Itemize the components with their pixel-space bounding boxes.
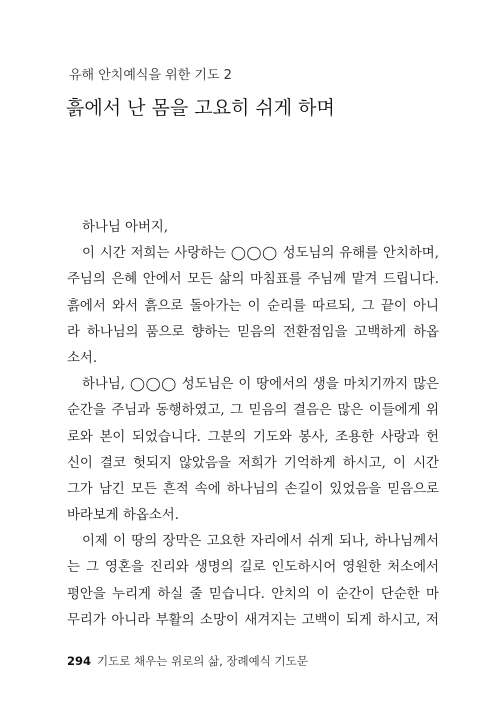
body-line: 하나님, ◯◯◯ 성도님은 이 땅에서의 생을 마치기까지 많은 — [82, 377, 439, 393]
body-line: 는 그 영혼을 진리와 생명의 길로 인도하시어 영원한 처소에서 — [67, 560, 439, 576]
body-line: 라 하나님의 품으로 향하는 믿음의 전환점임을 고백하게 하옵 — [67, 324, 439, 340]
body-line: 주님의 은혜 안에서 모든 삶의 마침표를 주님께 맡겨 드립니다. — [67, 272, 439, 288]
book-title: 기도로 채우는 위로의 삶, 장례예식 기도문 — [97, 654, 308, 668]
body-line: 소서. — [67, 350, 98, 366]
section-subtitle: 유해 안치예식을 위한 기도 2 — [69, 68, 232, 83]
body-line: 바라보게 하옵소서. — [67, 508, 179, 524]
body-line: 무리가 아니라 부활의 소망이 새겨지는 고백이 되게 하시고, 저 — [67, 612, 439, 628]
body-line: 흙에서 와서 흙으로 돌아가는 이 순리를 따르되, 그 끝이 아니 — [67, 298, 439, 314]
body-line: 순간을 주님과 동행하였고, 그 믿음의 결음은 많은 이들에게 위 — [67, 403, 439, 419]
page-title: 흙에서 난 몸을 고요히 쉬게 하며 — [66, 97, 335, 119]
body-line: 하나님 아버지, — [82, 220, 169, 235]
body-line: 그가 남긴 모든 흔적 속에 하나님의 손길이 있었음을 믿음으로 — [67, 481, 439, 497]
body-line: 이 시간 저희는 사랑하는 ◯◯◯ 성도님의 유해를 안치하며, — [82, 246, 439, 262]
page-footer — [67, 653, 308, 669]
body-line: 신이 결코 헛되지 않았음을 저희가 기억하게 하시고, 이 시간 — [67, 455, 439, 471]
body-line: 이제 이 땅의 장막은 고요한 자리에서 쉬게 되나, 하나님께서 — [82, 534, 439, 550]
page-number: 294 — [67, 654, 92, 668]
prayer-body — [67, 215, 439, 634]
body-line: 평안을 누리게 하실 줄 믿습니다. 안치의 이 순간이 단순한 마 — [67, 586, 439, 602]
body-line: 로와 본이 되었습니다. 그분의 기도와 봉사, 조용한 사랑과 헌 — [67, 429, 439, 445]
